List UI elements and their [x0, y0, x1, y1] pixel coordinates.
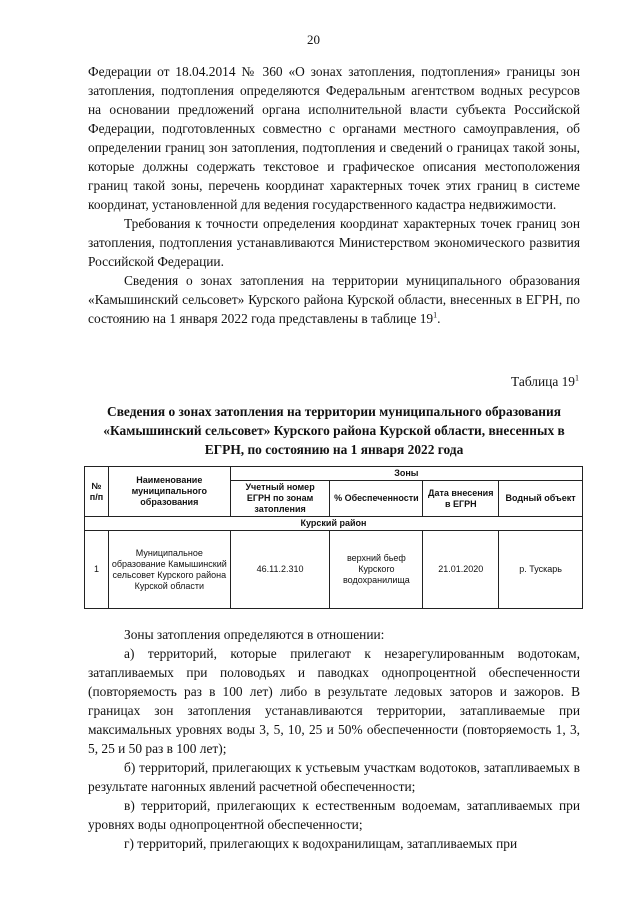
region-row: Курский район	[85, 517, 583, 531]
cell-num: 1	[85, 531, 109, 609]
header-name: Наименование муниципального образования	[108, 467, 230, 517]
header-date: Дата внесения в ЕГРН	[423, 481, 499, 517]
zones-intro: Зоны затопления определяются в отношении:	[124, 627, 385, 642]
table-label-text: Таблица 19	[511, 374, 575, 389]
header-reg-num: Учетный номер ЕГРН по зонам затопления	[230, 481, 330, 517]
paragraph-3	[88, 271, 580, 328]
header-percent: % Обеспеченности	[330, 481, 423, 517]
table-label-superscript: 1	[575, 373, 579, 383]
cell-date: 21.01.2020	[423, 531, 499, 609]
cell-percent: верхний бьеф Курского водохранилища	[330, 531, 423, 609]
item-g: г) территорий, прилегающих к водохранилищам, затапливаемых при	[124, 836, 518, 851]
item-a: а) территорий, которые прилегают к незарегулированным водотокам, затапливаемых при половодьях и паводках однопроцентной обеспеченности (повторяемость раз в 100 лет) либо в результате ледовых заторов и зажоров. В границах зон затопления устанавливаются территории, затапливаемые при максимальных уровнях воды 3, 5, 10, 25 и 50% обеспеченности (повторяемость 1, 3, 5, 25 и 50 раз в 100 лет);	[88, 646, 580, 756]
table-title: Сведения о зонах затопления на территории муниципального образования «Камышинский сельсовет» Курского района Курской области, внесенных в ЕГРН, по состоянию на 1 января 2022 года	[103, 404, 565, 457]
paragraph-1: Федерации от 18.04.2014 № 360 «О зонах затопления, подтопления» границы зон затопления, подтопления определяются Федеральным агентством водных ресурсов на основании предложений органа исполнительной власти субъекта Российской Федерации, подготовленных совместно с органами местного самоуправления, об определении границ зон затопления, подтопления и сведений о границах такой зоны, которые должны содержать текстовое и графическое описания местоположения границ такой зоны, перечень координат характерных точек этих границ в системе координат, установленной для ведения государственного кадастра недвижимости.	[88, 64, 580, 212]
cell-name: Муниципальное образование Камышинский сельсовет Курского района Курской области	[108, 531, 230, 609]
paragraph-3-text: Сведения о зонах затопления на территории муниципального образования «Камышинский сельсовет» Курского района Курской области, внесенных в ЕГРН, по состоянию на 1 января 2022 года представлены в таблице 19	[88, 273, 580, 326]
table-label	[511, 374, 579, 390]
cell-reg-num: 46.11.2.310	[230, 531, 330, 609]
page-number: 20	[307, 32, 320, 47]
paragraph-3-end: .	[437, 311, 441, 326]
header-water: Водный объект	[499, 481, 583, 517]
top-text-block	[88, 62, 580, 328]
item-v: в) территорий, прилегающих к естественным водоемам, затапливаемых при уровнях воды однопроцентной обеспеченности;	[88, 798, 580, 832]
item-b: б) территорий, прилегающих к устьевым участкам водотоков, затапливаемых в результате нагонных явлений расчетной обеспеченности;	[88, 760, 580, 794]
paragraph-2: Требования к точности определения координат характерных точек границ зон затопления, подтопления устанавливаются Министерством экономического развития Российской Федерации.	[88, 216, 580, 269]
table-ref-superscript: 1	[433, 310, 438, 320]
header-zones: Зоны	[230, 467, 582, 481]
header-num: № п/п	[85, 467, 109, 517]
flood-zones-table	[84, 466, 583, 609]
table-row	[85, 531, 583, 609]
cell-water: р. Тускарь	[499, 531, 583, 609]
bottom-text-block	[88, 625, 580, 853]
